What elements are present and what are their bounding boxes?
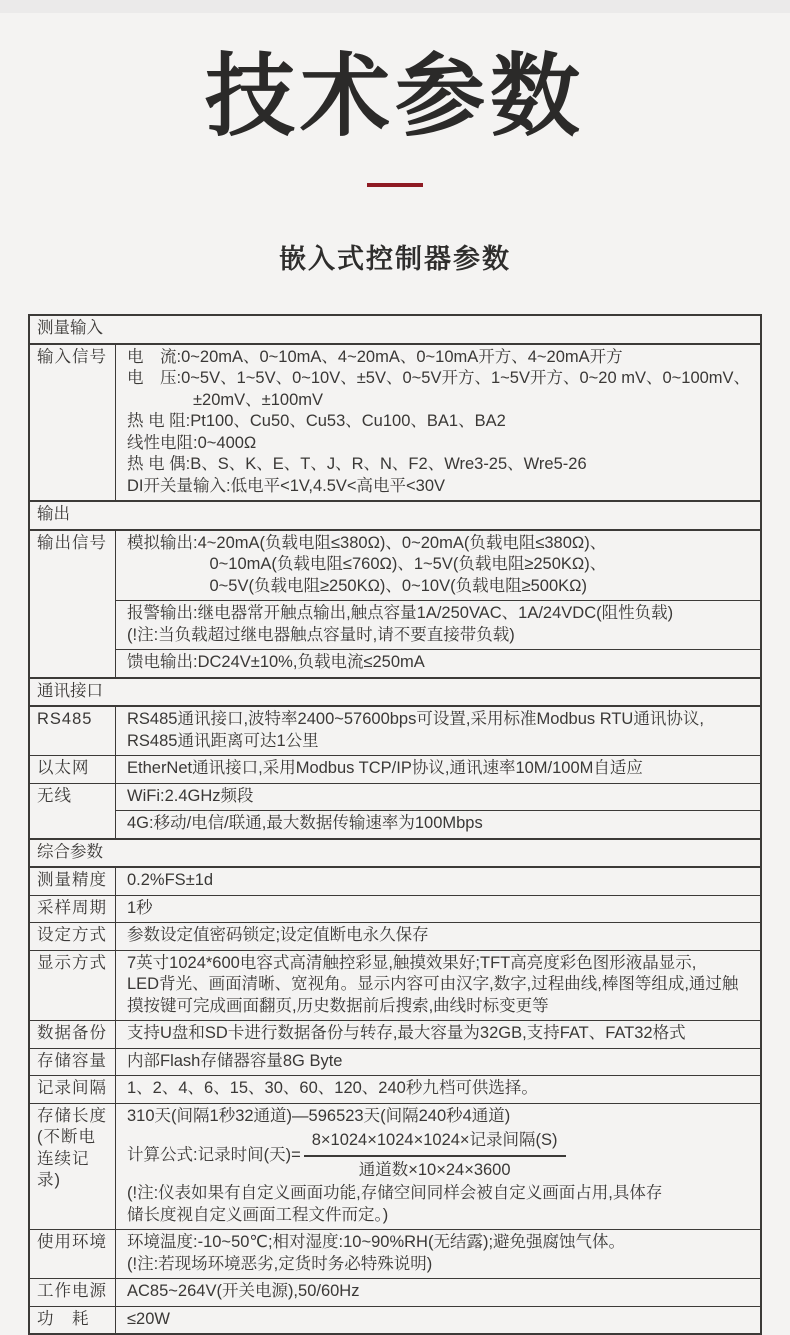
row-label-line: 设定方式 [37, 926, 107, 944]
value-line: ≤20W [127, 1309, 170, 1328]
row-input-signal [30, 345, 760, 501]
value-line: 0~5V(负载电阻≥250KΩ)、0~10V(负载电阻≥500KΩ) [127, 576, 587, 595]
row-power-consumption [30, 1306, 760, 1334]
row-display-method [30, 950, 760, 1021]
value-block [116, 345, 760, 501]
section-subtitle: 嵌入式控制器参数 [279, 244, 511, 274]
row-value [116, 923, 760, 950]
section-label: 通讯接口 [37, 681, 103, 700]
row-label-line: 数据备份 [37, 1024, 107, 1042]
row-label-line: 功 耗 [37, 1309, 90, 1328]
row-label [30, 1104, 116, 1230]
row-label-line: 工作电源 [37, 1282, 107, 1300]
value-line: 0~10mA(负载电阻≤760Ω)、1~5V(负载电阻≥250KΩ)、 [127, 555, 607, 573]
value-line: 模拟输出:4~20mA(负载电阻≤380Ω)、0~20mA(负载电阻≤380Ω)、 [127, 533, 607, 552]
row-label [30, 951, 116, 1021]
value-line: 7英寸1024*600电容式高清触控彩显,触摸效果好;TFT高亮度彩色图形液晶显示, [127, 953, 697, 972]
value-block [116, 951, 760, 1021]
row-value [116, 1104, 760, 1230]
value-line: 电 流:0~20mA、0~10mA、4~20mA、0~10mA开方、4~20mA开方 [127, 347, 623, 366]
value-line: 电 压:0~5V、1~5V、0~10V、±5V、0~5V开方、1~5V开方、0~20 mV、0~100mV、 [127, 369, 751, 387]
row-label [30, 784, 116, 838]
formula-prefix: 计算公式:记录时间(天)= [127, 1145, 301, 1164]
row-setting-method [30, 922, 760, 950]
row-value [116, 756, 760, 783]
value-line: 报警输出:继电器常开触点输出,触点容量1A/250VAC、1A/24VDC(阻性负载) [127, 604, 674, 622]
value-block [116, 600, 760, 649]
section-measurement-input [30, 316, 760, 345]
row-storage-length [30, 1103, 760, 1230]
value-line: 热 电 阻:Pt100、Cu50、Cu53、Cu100、BA1、BA2 [127, 412, 506, 430]
row-label-line: 采样周期 [37, 898, 107, 917]
row-data-backup [30, 1020, 760, 1048]
row-label [30, 1076, 116, 1103]
row-value [116, 707, 760, 755]
value-line: 4G:移动/电信/联通,最大数据传输速率为100Mbps [127, 814, 483, 832]
row-label-line: 显示方式 [37, 953, 107, 972]
row-value [116, 951, 760, 1021]
row-label [30, 1279, 116, 1306]
value-line: (!注:仪表如果有自定义画面功能,存储空间同样会被自定义画面占用,具体存 [127, 1184, 663, 1202]
value-block [116, 1049, 760, 1076]
row-operating-environment [30, 1229, 760, 1278]
row-value [116, 896, 760, 923]
section-communication [30, 677, 760, 708]
row-label [30, 1230, 116, 1278]
value-line: 摸按键可完成画面翻页,历史数据前后搜索,曲线时标变更等 [127, 996, 549, 1015]
value-line: RS485通讯接口,波特率2400~57600bps可设置,采用标准Modbus RTU通讯协议, [127, 710, 704, 728]
section-label: 测量输入 [37, 319, 103, 337]
value-line: AC85~264V(开关电源),50/60Hz [127, 1282, 360, 1300]
value-block [116, 810, 760, 838]
value-block [116, 923, 760, 950]
row-label-line: 使用环境 [37, 1233, 107, 1251]
value-line: 环境温度:-10~50℃;相对湿度:10~90%RH(无结露);避免强腐蚀气体。 [127, 1233, 626, 1251]
row-label [30, 896, 116, 923]
value-line: 储长度视自定义画面工程文件而定。) [127, 1205, 389, 1224]
row-label [30, 1021, 116, 1048]
value-line: ±20mV、±100mV [127, 390, 323, 409]
row-label [30, 1049, 116, 1076]
top-strip [0, 0, 790, 13]
row-label [30, 868, 116, 895]
row-label [30, 923, 116, 950]
value-line: 线性电阻:0~400Ω [127, 433, 257, 452]
value-line: 1、2、4、6、15、30、60、120、240秒九档可供选择。 [127, 1079, 538, 1097]
value-line: DI开关量输入:低电平<1V,4.5V<高电平<30V [127, 476, 446, 495]
section-label: 输出 [37, 505, 70, 523]
row-value [116, 1279, 760, 1306]
value-line: WiFi:2.4GHz频段 [127, 786, 254, 805]
value-block [116, 756, 760, 783]
row-value [116, 784, 760, 838]
row-label-line: RS485 [37, 710, 93, 728]
value-block [116, 1279, 760, 1306]
value-line: RS485通讯距离可达1公里 [127, 731, 319, 750]
row-label-line: 测量精度 [37, 871, 107, 889]
row-label [30, 531, 116, 677]
value-line: LED背光、画面清晰、宽视角。显示内容可由汉字,数字,过程曲线,棒图等组成,通过触 [127, 975, 739, 993]
value-block [116, 896, 760, 923]
row-label-line: 存储长度 [37, 1106, 107, 1125]
row-ethernet [30, 755, 760, 783]
row-label-line: 输出信号 [37, 533, 107, 552]
row-output-signal [30, 531, 760, 677]
row-sampling-period [30, 895, 760, 923]
section-general-parameters [30, 838, 760, 869]
spec-table [28, 314, 762, 1335]
row-label [30, 345, 116, 501]
row-label-line: 无线 [37, 786, 72, 805]
value-block [116, 868, 760, 895]
row-value [116, 531, 760, 677]
value-line: EtherNet通讯接口,采用Modbus TCP/IP协议,通讯速率10M/100M自适应 [127, 759, 643, 777]
value-block [116, 707, 760, 755]
value-block [116, 649, 760, 677]
value-line: 1秒 [127, 898, 153, 917]
formula-denominator: 通道数×10×24×3600 [358, 1160, 511, 1179]
row-measurement-accuracy [30, 868, 760, 895]
value-block [116, 1076, 760, 1103]
page-title: 技术参数 [205, 47, 585, 147]
row-value [116, 1230, 760, 1278]
formula-numerator: 8×1024×1024×1024×记录间隔(S) [304, 1130, 566, 1157]
row-label-line: 记录间隔 [37, 1079, 107, 1097]
row-rs485 [30, 707, 760, 755]
value-line: (!注:当负载超过继电器触点容量时,请不要直接带负载) [127, 625, 515, 644]
section-output [30, 500, 760, 531]
value-block [116, 1230, 760, 1278]
row-label-line: 以太网 [37, 759, 90, 777]
row-value [116, 1021, 760, 1048]
row-value [116, 868, 760, 895]
row-label [30, 756, 116, 783]
row-label-line: 连续记录) [37, 1149, 90, 1189]
row-value [116, 1076, 760, 1103]
row-label-line: (不断电 [37, 1128, 96, 1146]
section-label: 综合参数 [37, 842, 103, 861]
row-value [116, 1049, 760, 1076]
value-line: 热 电 偶:B、S、K、E、T、J、R、N、F2、Wre3-25、Wre5-26 [127, 455, 587, 473]
storage-formula [127, 1130, 754, 1181]
value-line: 参数设定值密码锁定;设定值断电永久保存 [127, 926, 429, 944]
row-label-line: 存储容量 [37, 1051, 107, 1070]
value-block [116, 1104, 760, 1230]
row-label [30, 707, 116, 755]
value-block [116, 531, 760, 601]
row-label-line: 输入信号 [37, 347, 107, 366]
value-line: 0.2%FS±1d [127, 871, 214, 889]
value-line: 支持U盘和SD卡进行数据备份与转存,最大容量为32GB,支持FAT、FAT32格式 [127, 1024, 686, 1042]
red-divider [367, 183, 423, 187]
row-wireless [30, 783, 760, 838]
value-block [116, 1021, 760, 1048]
value-block [116, 784, 760, 811]
row-record-interval [30, 1075, 760, 1103]
formula-fraction [304, 1130, 566, 1181]
row-power-supply [30, 1278, 760, 1306]
row-storage-capacity [30, 1048, 760, 1076]
value-line: 内部Flash存储器容量8G Byte [127, 1051, 343, 1070]
value-line: 310天(间隔1秒32通道)—596523天(间隔240秒4通道) [127, 1106, 511, 1125]
value-line: (!注:若现场环境恶劣,定货时务必特殊说明) [127, 1254, 433, 1273]
row-value [116, 345, 760, 501]
value-line: 馈电输出:DC24V±10%,负载电流≤250mA [127, 653, 425, 671]
